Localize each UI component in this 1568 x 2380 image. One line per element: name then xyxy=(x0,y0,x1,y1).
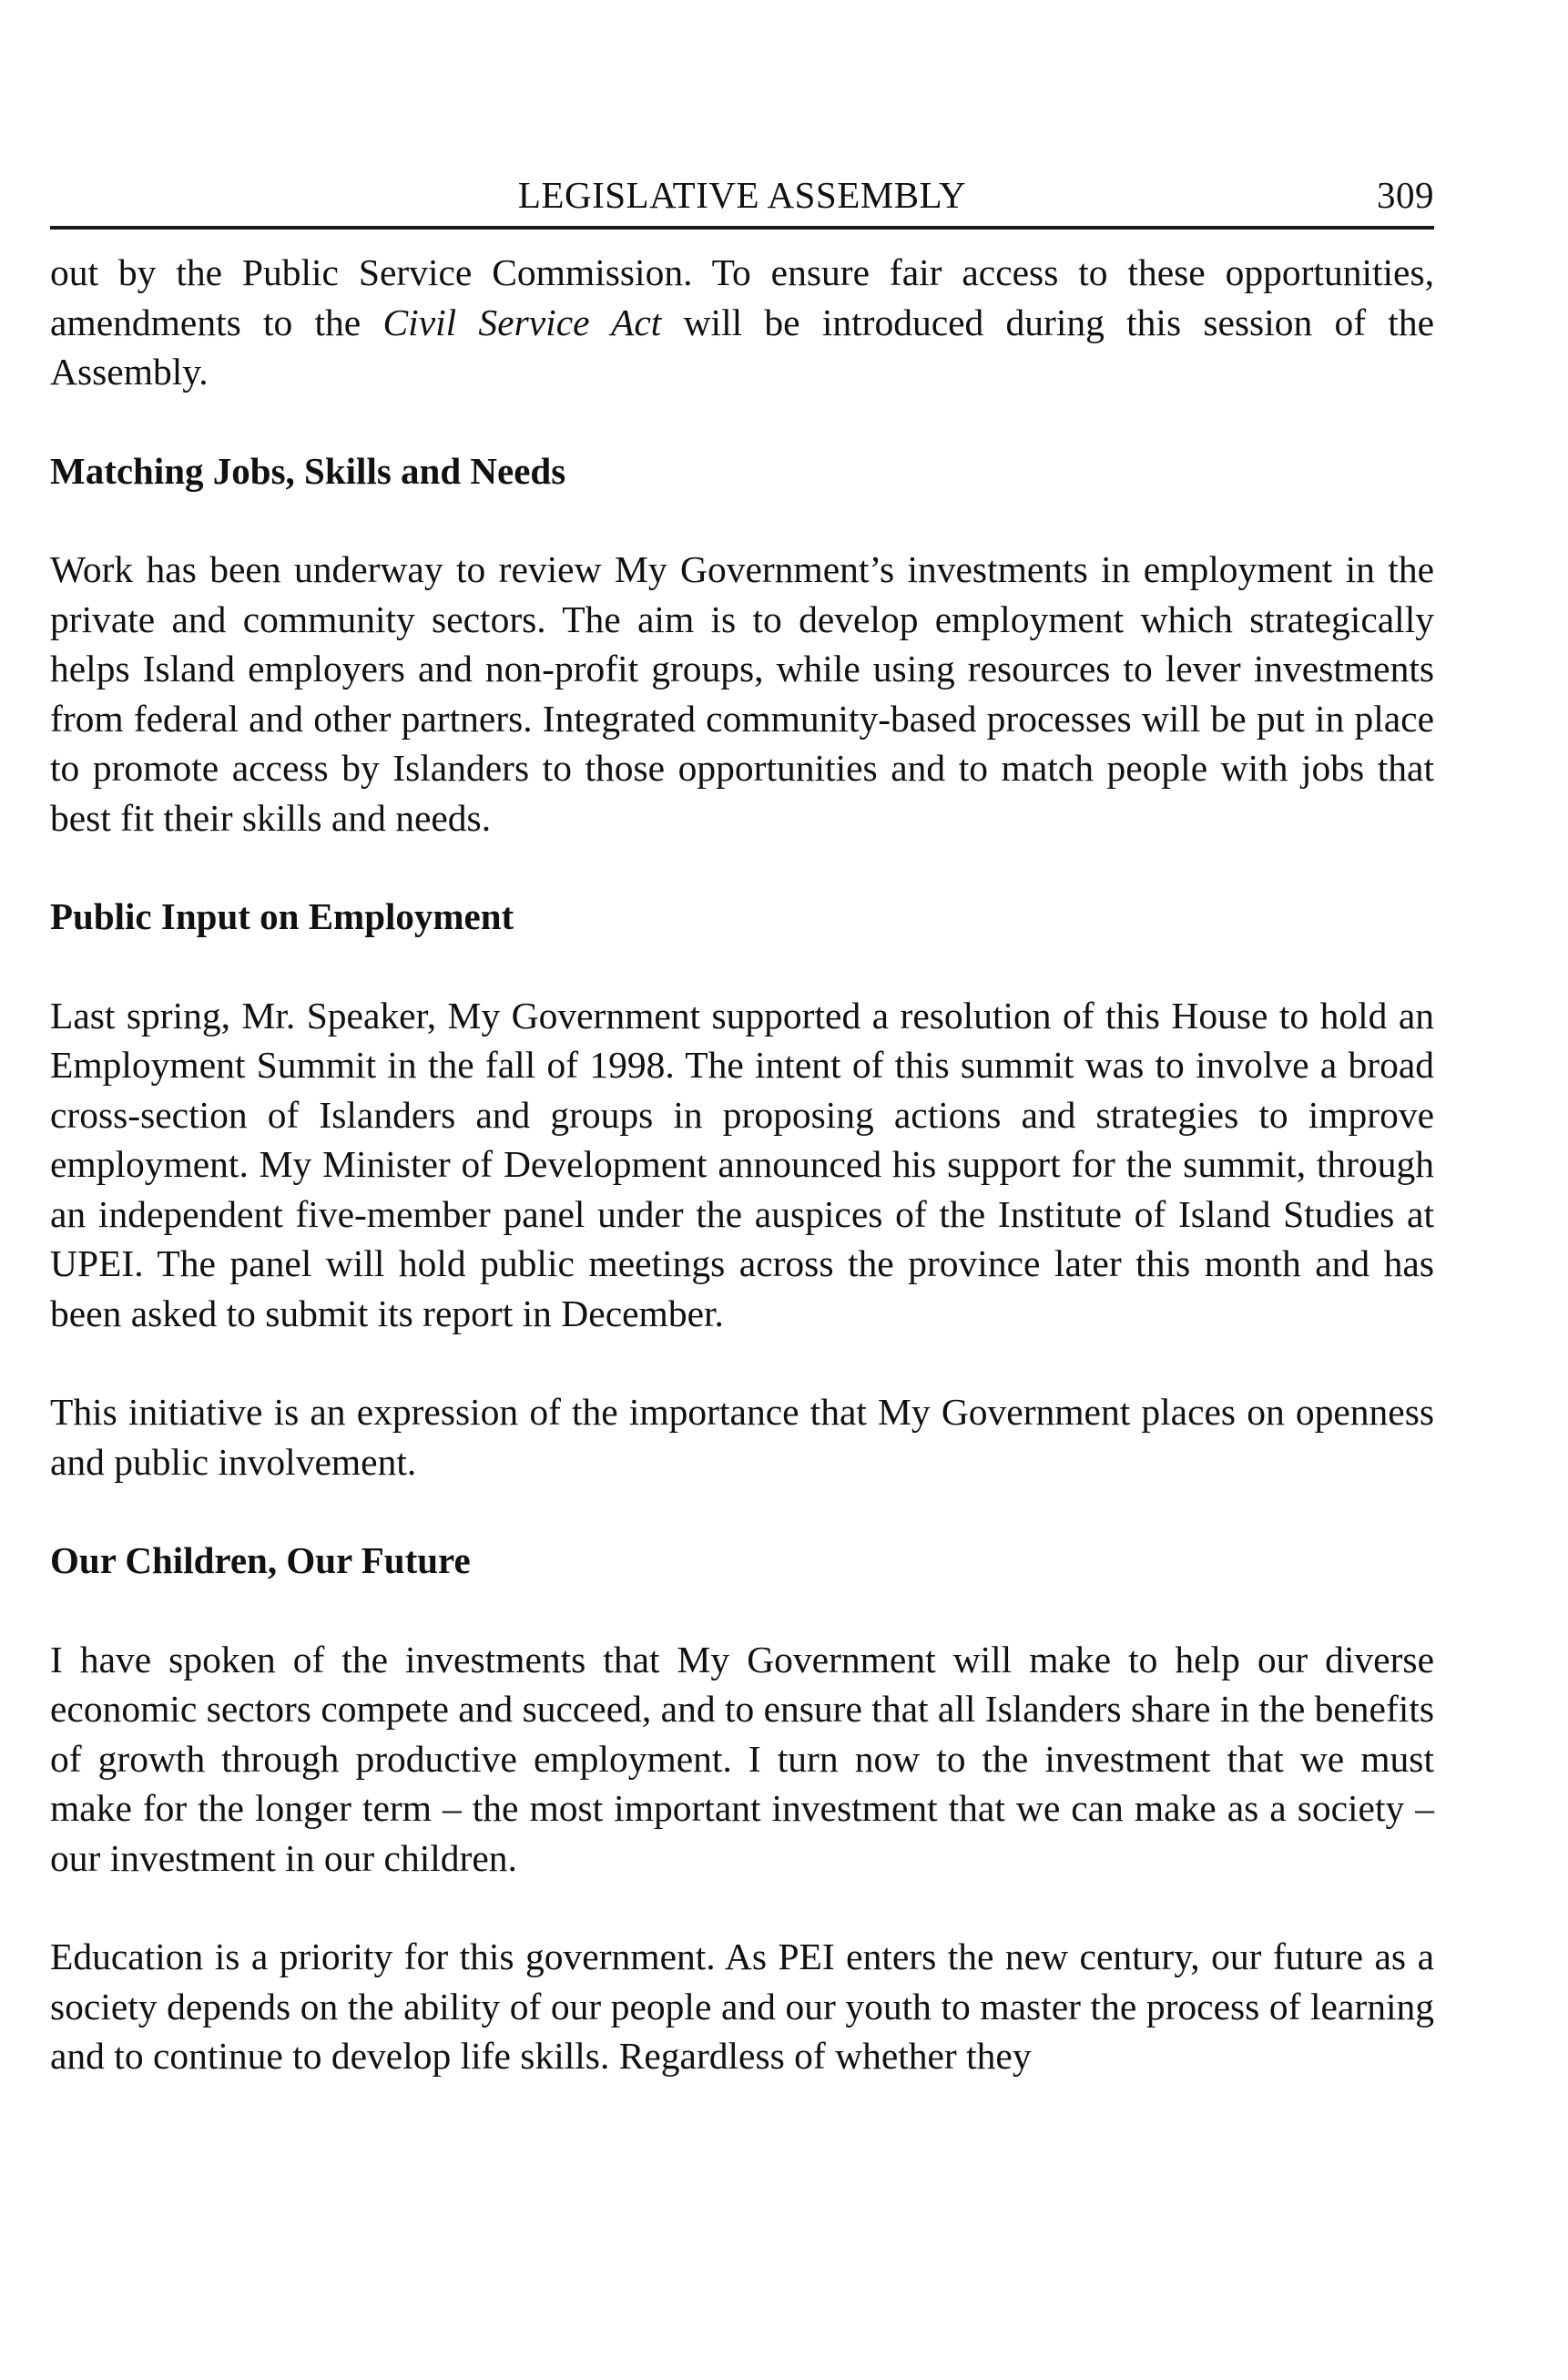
paragraph-education: Education is a priority for this government. As PEI enters the new century, our future as a society depends on the ability of our people and our youth to master the process of learning and to continue to develop life skills. Regardless of whether they xyxy=(50,1936,1434,2077)
paragraph-investments: I have spoken of the investments that My Government will make to help our diverse economic sectors compete and succeed, and to ensure that all Islanders share in the benefits of growth through productive employment. I turn now to the investment that we must make for the longer term – the most important investment that we can make as a society – our investment in our children. xyxy=(50,1638,1434,1879)
running-title: LEGISLATIVE ASSEMBLY xyxy=(517,174,967,216)
section-heading-matching-jobs: Matching Jobs, Skills and Needs xyxy=(50,449,566,492)
document-body xyxy=(50,248,1434,2081)
paragraph-text: out by the Public Service Commission. To ensure fair access to these opportunities, amendments to the xyxy=(50,251,1434,343)
act-title: Civil Service Act xyxy=(382,301,662,343)
page-number: 309 xyxy=(1377,174,1434,216)
running-header xyxy=(50,173,1434,230)
paragraph-continued xyxy=(50,248,1434,397)
document-page xyxy=(50,173,1434,2081)
paragraph-matching-jobs: Work has been underway to review My Government’s investments in employment in the private and community sectors. The aim is to develop employment which strategically helps Island employers and non-profit groups, while using resources to lever investments from federal and other partners. Integrated community-based processes will be put in place to promote access by Islanders to those opportunities and to match people with jobs that best fit their skills and needs. xyxy=(50,548,1434,839)
paragraph-public-input: Last spring, Mr. Speaker, My Government supported a resolution of this House to hold an Employment Summit in the fall of 1998. The intent of this summit was to involve a broad cross-section of Islanders and groups in proposing actions and strategies to improve employment. My Minister of Development announced his support for the summit, through an independent five-member panel under the auspices of the Institute of Island Studies at UPEI. The panel will hold public meetings across the province later this month and has been asked to submit its report in December. xyxy=(50,994,1434,1334)
section-heading-our-children: Our Children, Our Future xyxy=(50,1539,471,1581)
section-heading-public-input: Public Input on Employment xyxy=(50,895,514,937)
paragraph-initiative: This initiative is an expression of the importance that My Government places on openness and public involvement. xyxy=(50,1391,1434,1483)
paragraph-text: will be introduced during this session of the Assembly. xyxy=(50,301,1435,393)
